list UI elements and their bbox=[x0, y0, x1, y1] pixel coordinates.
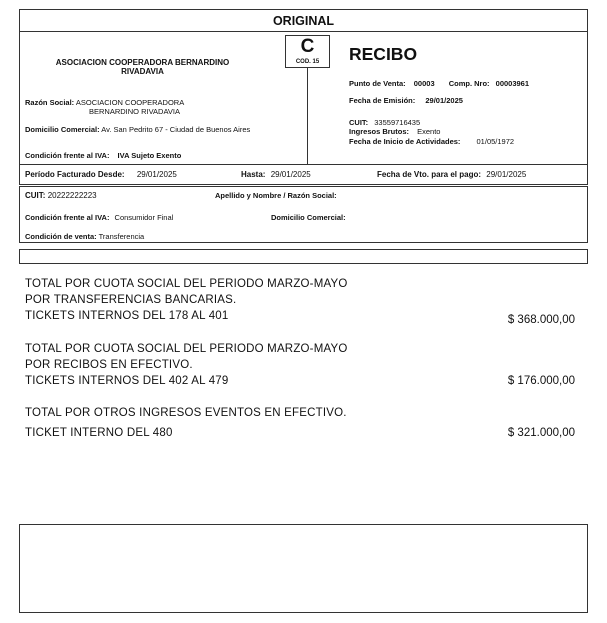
field-value: 29/01/2025 bbox=[425, 96, 463, 105]
period-vto bbox=[377, 170, 526, 179]
receipt-title: RECIBO bbox=[349, 44, 418, 64]
item-line: TOTAL POR CUOTA SOCIAL DEL PERIODO MARZO-MAYO bbox=[25, 278, 348, 290]
field-value: 20222222223 bbox=[47, 191, 97, 200]
divider bbox=[307, 67, 308, 164]
field-label: Domicilio Comercial: bbox=[25, 125, 100, 134]
client-venta bbox=[25, 232, 144, 241]
receipt-ingresos-brutos bbox=[349, 127, 440, 136]
receipt-inicio-actividades bbox=[349, 137, 514, 146]
field-value: 29/01/2025 bbox=[136, 170, 177, 179]
issuer-razon-cont: BERNARDINO RIVADAVIA bbox=[89, 107, 180, 116]
item-amount: $ 176.000,00 bbox=[507, 375, 575, 387]
issuer-iva bbox=[25, 151, 181, 160]
field-label: Ingresos Brutos: bbox=[349, 127, 410, 136]
issuer-name-line: RIVADAVIA bbox=[121, 67, 164, 76]
item-line: TICKET INTERNO DEL 480 bbox=[25, 427, 173, 439]
field-value: Av. San Pedrito 67 - Ciudad de Buenos Aires bbox=[101, 125, 251, 134]
copy-label: ORIGINAL bbox=[272, 14, 335, 28]
field-label: Comp. Nro: bbox=[448, 79, 490, 88]
divider bbox=[19, 164, 588, 165]
field-label: Razón Social: bbox=[25, 98, 75, 107]
client-cuit bbox=[25, 191, 97, 200]
field-value: IVA Sujeto Exento bbox=[117, 151, 182, 160]
receipt-punto bbox=[349, 79, 529, 88]
field-value: Exento bbox=[417, 127, 441, 136]
doc-letter: C bbox=[300, 36, 315, 57]
item-line: TICKETS INTERNOS DEL 178 AL 401 bbox=[25, 310, 229, 322]
issuer-domicilio bbox=[25, 125, 250, 134]
line-item bbox=[25, 405, 347, 441]
field-label: Fecha de Vto. para el pago: bbox=[377, 170, 482, 179]
item-line: POR TRANSFERENCIAS BANCARIAS. bbox=[25, 294, 237, 306]
issuer-razon bbox=[25, 98, 184, 107]
field-label: Fecha de Emisión: bbox=[349, 96, 416, 105]
field-label: Condición de venta: bbox=[25, 232, 97, 241]
item-amount: $ 321.000,00 bbox=[507, 427, 575, 439]
field-label: Punto de Venta: bbox=[349, 79, 406, 88]
field-label: CUIT: bbox=[25, 191, 46, 200]
field-value: Consumidor Final bbox=[114, 213, 174, 222]
field-label: Hasta: bbox=[241, 170, 266, 179]
receipt-cuit bbox=[349, 118, 420, 127]
field-label: Período Facturado Desde: bbox=[25, 170, 125, 179]
period-hasta bbox=[241, 170, 311, 179]
item-line: TICKETS INTERNOS DEL 402 AL 479 bbox=[25, 375, 229, 387]
field-value: 33559716435 bbox=[374, 118, 421, 127]
item-line: POR RECIBOS EN EFECTIVO. bbox=[25, 359, 193, 371]
field-value: Transferencia bbox=[98, 232, 145, 241]
client-nombre-label: Apellido y Nombre / Razón Social: bbox=[215, 191, 337, 200]
field-value: 29/01/2025 bbox=[486, 170, 527, 179]
field-label: Fecha de Inicio de Actividades: bbox=[349, 137, 461, 146]
line-item bbox=[25, 276, 348, 324]
field-label: Condición frente al IVA: bbox=[25, 151, 110, 160]
empty-strip bbox=[19, 249, 588, 264]
item-line: TOTAL POR CUOTA SOCIAL DEL PERIODO MARZO-MAYO bbox=[25, 343, 348, 355]
issuer-name-line: ASOCIACION COOPERADORA BERNARDINO bbox=[55, 58, 230, 67]
line-item bbox=[25, 341, 348, 389]
item-amount: $ 368.000,00 bbox=[507, 314, 575, 326]
period-row bbox=[25, 170, 177, 179]
item-line: TOTAL POR OTROS INGRESOS EVENTOS EN EFECTIVO. bbox=[25, 407, 347, 419]
field-label: CUIT: bbox=[349, 118, 369, 127]
doc-code: COD. 15 bbox=[295, 59, 320, 65]
field-value: 01/05/1972 bbox=[476, 137, 515, 146]
issuer-name bbox=[30, 58, 255, 76]
client-iva bbox=[25, 213, 173, 222]
client-domicilio-label: Domicilio Comercial: bbox=[271, 213, 346, 222]
divider bbox=[19, 31, 588, 32]
receipt-fecha-emision bbox=[349, 96, 463, 105]
field-value: ASOCIACION COOPERADORA bbox=[75, 98, 185, 107]
field-value: 00003961 bbox=[495, 79, 530, 88]
field-value: 00003 bbox=[413, 79, 435, 88]
footer-box bbox=[19, 524, 588, 613]
field-label: Condición frente al IVA: bbox=[25, 213, 110, 222]
field-value: 29/01/2025 bbox=[270, 170, 311, 179]
